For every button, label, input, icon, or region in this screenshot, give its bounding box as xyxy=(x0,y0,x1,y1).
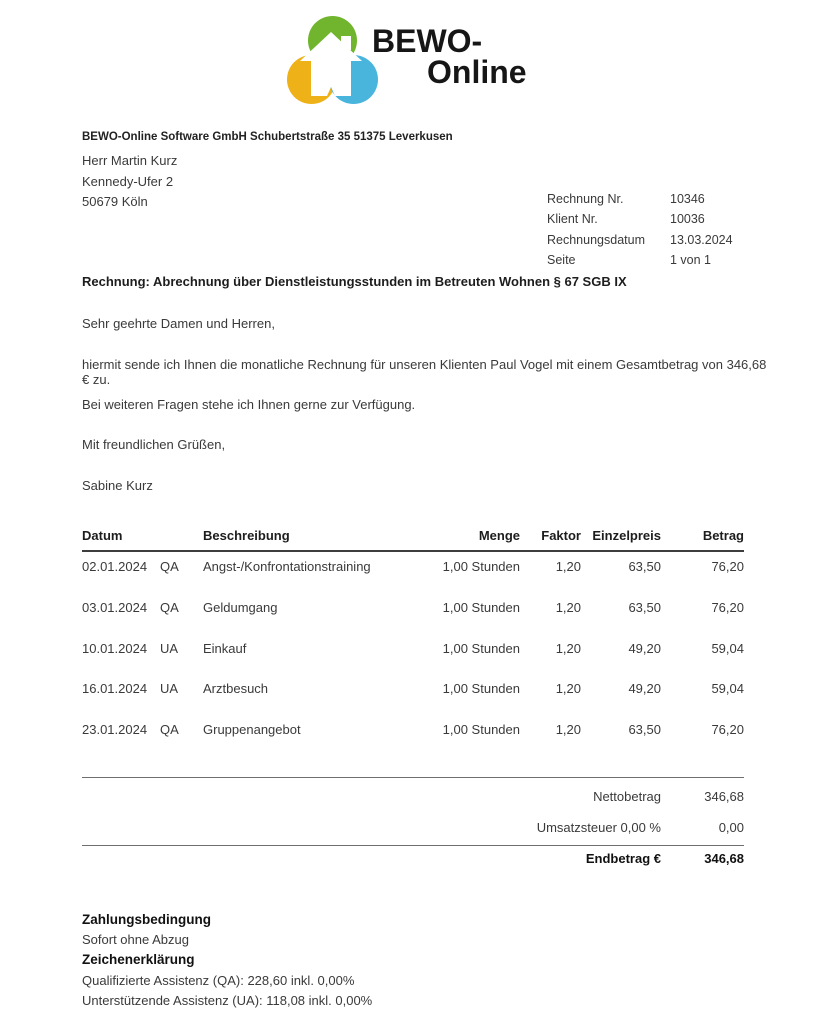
cell-faktor: 1,20 xyxy=(555,722,581,737)
meta-row-page xyxy=(547,253,733,273)
recipient-name: Herr Martin Kurz xyxy=(82,153,178,168)
cell-einzelpreis: 63,50 xyxy=(628,559,661,574)
total-row-tax xyxy=(0,820,814,836)
table-header-row xyxy=(0,528,814,544)
cell-einzelpreis: 63,50 xyxy=(628,600,661,615)
col-header-beschreibung: Beschreibung xyxy=(203,528,290,543)
cell-code: UA xyxy=(160,641,179,656)
logo-wordmark xyxy=(372,23,527,90)
subject-line: Rechnung: Abrechnung über Dienstleistungsstunden im Betreuten Wohnen § 67 SGB IX xyxy=(82,274,627,289)
legend-qa-line: Qualifizierte Assistenz (QA): 228,60 inkl. 0,00% xyxy=(82,973,355,988)
meta-value: 10346 xyxy=(670,192,705,206)
meta-label: Seite xyxy=(547,253,576,268)
col-header-einzelpreis: Einzelpreis xyxy=(592,528,661,543)
recipient-address xyxy=(82,151,177,213)
meta-value: 1 von 1 xyxy=(670,253,712,268)
cell-faktor: 1,20 xyxy=(555,600,581,615)
cell-datum: 03.01.2024 xyxy=(82,600,148,615)
cell-menge: 1,00 Stunden xyxy=(442,559,520,574)
cell-faktor: 1,20 xyxy=(555,641,581,656)
logo-wordmark-line2: Online xyxy=(427,54,527,90)
recipient-city: 50679 Köln xyxy=(82,194,148,209)
total-label: Endbetrag € xyxy=(585,851,661,866)
cell-betrag: 59,04 xyxy=(711,641,744,656)
payment-terms-heading: Zahlungsbedingung xyxy=(82,912,211,927)
col-header-menge: Menge xyxy=(478,528,520,543)
total-label: Nettobetrag xyxy=(593,789,661,804)
total-value: 346,68 xyxy=(704,851,744,866)
logo-wordmark-line1: BEWO- xyxy=(372,23,483,59)
table-header-divider xyxy=(82,550,744,552)
cell-menge: 1,00 Stunden xyxy=(442,600,520,615)
cell-beschreibung: Gruppenangebot xyxy=(203,722,301,737)
cell-betrag: 76,20 xyxy=(711,722,744,737)
meta-row-invoice-date xyxy=(547,233,733,253)
table-row xyxy=(0,722,814,738)
meta-label: Rechnungsdatum xyxy=(547,232,645,247)
total-row-endbetrag xyxy=(0,851,814,867)
sender-line: BEWO-Online Software GmbH Schubertstraße 35 51375 Leverkusen xyxy=(82,131,453,143)
body-paragraph: Bei weiteren Fragen stehe ich Ihnen gerne zur Verfügung. xyxy=(82,397,416,412)
cell-betrag: 59,04 xyxy=(711,681,744,696)
table-row xyxy=(0,600,814,616)
cell-beschreibung: Geldumgang xyxy=(203,600,278,615)
cell-menge: 1,00 Stunden xyxy=(442,641,520,656)
total-value: 346,68 xyxy=(704,789,744,804)
col-header-datum: Datum xyxy=(82,528,123,543)
cell-beschreibung: Arztbesuch xyxy=(203,681,269,696)
totals-end-divider xyxy=(82,845,744,846)
meta-label: Klient Nr. xyxy=(547,212,598,227)
cell-faktor: 1,20 xyxy=(555,559,581,574)
meta-value: 10036 xyxy=(670,212,705,227)
cell-datum: 10.01.2024 xyxy=(82,641,148,656)
meta-row-invoice-number xyxy=(547,192,733,212)
total-row-netto xyxy=(0,789,814,805)
meta-row-client-number xyxy=(547,212,733,232)
col-header-faktor: Faktor xyxy=(541,528,581,543)
signature-name: Sabine Kurz xyxy=(82,478,153,493)
table-row xyxy=(0,681,814,697)
meta-value: 13.03.2024 xyxy=(670,232,733,247)
cell-betrag: 76,20 xyxy=(711,559,744,574)
cell-betrag: 76,20 xyxy=(711,600,744,615)
bewo-logo-mark-icon xyxy=(287,16,377,104)
cell-menge: 1,00 Stunden xyxy=(442,681,520,696)
totals-top-divider xyxy=(82,777,744,778)
cell-code: UA xyxy=(160,681,179,696)
cell-faktor: 1,20 xyxy=(555,681,581,696)
house-icon xyxy=(299,30,363,98)
cell-menge: 1,00 Stunden xyxy=(442,722,520,737)
meta-label: Rechnung Nr. xyxy=(547,192,624,206)
cell-datum: 23.01.2024 xyxy=(82,722,148,737)
cell-einzelpreis: 63,50 xyxy=(628,722,661,737)
closing-line: Mit freundlichen Grüßen, xyxy=(82,437,226,452)
legend-heading: Zeichenerklärung xyxy=(82,952,195,967)
payment-terms-text: Sofort ohne Abzug xyxy=(82,932,189,947)
invoice-meta xyxy=(547,192,733,274)
recipient-street: Kennedy-Ufer 2 xyxy=(82,173,174,189)
legend-ua-line: Unterstützende Assistenz (UA): 118,08 inkl. 0,00% xyxy=(82,993,373,1008)
table-row xyxy=(0,559,814,575)
cell-datum: 16.01.2024 xyxy=(82,681,148,696)
cell-code: QA xyxy=(160,600,179,615)
body-paragraph: hiermit sende ich Ihnen die monatliche Rechnung für unseren Klienten Paul Vogel mit einem Gesamtbetrag von 346,68 € zu. xyxy=(82,357,767,387)
cell-code: QA xyxy=(160,559,179,574)
salutation: Sehr geehrte Damen und Herren, xyxy=(82,316,275,331)
cell-einzelpreis: 49,20 xyxy=(628,681,661,696)
cell-einzelpreis: 49,20 xyxy=(628,641,661,656)
cell-beschreibung: Angst-/Konfrontationstraining xyxy=(203,559,371,574)
cell-code: QA xyxy=(160,722,179,737)
cell-datum: 02.01.2024 xyxy=(82,559,148,574)
col-header-betrag: Betrag xyxy=(702,528,744,543)
cell-beschreibung: Einkauf xyxy=(203,641,247,656)
table-row xyxy=(0,641,814,657)
total-value: 0,00 xyxy=(718,820,744,835)
total-label: Umsatzsteuer 0,00 % xyxy=(536,820,661,835)
